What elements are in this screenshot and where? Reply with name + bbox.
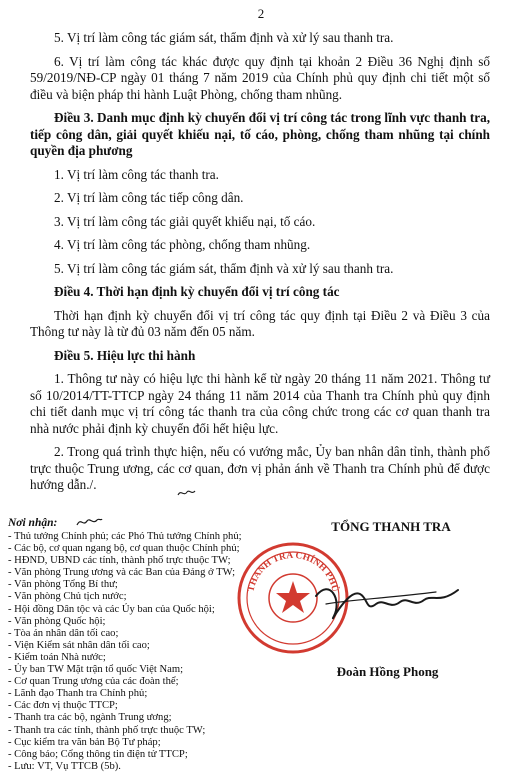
handwritten-initial-mark: [75, 515, 103, 529]
recipient-item: - Cục kiểm tra văn bản Bộ Tư pháp;: [8, 736, 161, 748]
article-3-item-2: 2. Vị trí làm công tác tiếp công dân.: [54, 190, 244, 205]
article-3-item-3: 3. Vị trí làm công tác giải quyết khiếu nại, tố cáo.: [54, 213, 316, 229]
recipient-item: - Văn phòng Chủ tịch nước;: [8, 591, 127, 603]
recipient-item: - Hội đồng Dân tộc và các Ủy ban của Quốc hội;: [8, 603, 215, 615]
article-5-item-1: 1. Thông tư này có hiệu lực thi hành kể từ ngày 20 tháng 11 năm 2021. Thông tư số 10/2014/TT-TTCP ngày 24 tháng 11 năm 2014 của Thanh tra Chính phủ quy định chi tiết danh mục vị trí công tác thanh tra của công chức trong các cơ quan thanh tra nhà nước phải định kỳ chuyển đổi hết hiệu lực.: [30, 371, 490, 436]
article-5-item-2: 2. Trong quá trình thực hiện, nếu có vướng mắc, Ủy ban nhân dân tỉnh, thành phố trực thuộc Trung ương, các cơ quan, đơn vị phản ánh về Thanh tra Chính phủ để được hướng dẫn./.: [30, 444, 490, 492]
article-3-item-1: 1. Vị trí làm công tác thanh tra.: [54, 166, 219, 182]
recipient-item: - Thanh tra các tỉnh, thành phố trực thuộc TW;: [8, 724, 206, 736]
recipient-item: - Các đơn vị thuộc TTCP;: [8, 700, 118, 712]
recipient-item: - Công báo; Cổng thông tin điện tử TTCP;: [8, 748, 188, 760]
page-number: 2: [257, 6, 265, 21]
recipient-item: - Kiểm toán Nhà nước;: [8, 651, 106, 663]
article-3-item-4: 4. Vị trí làm công tác phòng, chống tham nhũng.: [54, 237, 311, 252]
signer-name: Đoàn Hồng Phong: [336, 664, 439, 679]
recipient-item: - Thanh tra các bộ, ngành Trung ương;: [8, 712, 172, 724]
recipient-item: - Văn phòng Quốc hội;: [8, 615, 106, 627]
recipient-item: - Lãnh đạo Thanh tra Chính phủ;: [8, 688, 148, 700]
recipient-item: - Các bộ, cơ quan ngang bộ, cơ quan thuộc Chính phủ;: [8, 543, 240, 555]
recipient-item: - Viện Kiểm sát nhân dân tối cao;: [8, 639, 150, 651]
recipient-item: - Văn phòng Tổng Bí thư;: [8, 579, 118, 591]
paragraph-item-5: 5. Vị trí làm công tác giám sát, thẩm định và xử lý sau thanh tra.: [54, 30, 394, 45]
recipients-title: Nơi nhận:: [8, 517, 58, 529]
article-3-heading: Điều 3. Danh mục định kỳ chuyển đổi vị trí công tác trong lĩnh vực thanh tra, tiếp công dân, giải quyết khiếu nại, tố cáo, phòng, chống tham nhũng tại chính quyền địa phương: [30, 110, 490, 158]
paragraph-item-6: 6. Vị trí làm công tác khác được quy định tại khoản 2 Điều 36 Nghị định số 59/2019/NĐ-CP ngày 01 tháng 7 năm 2019 của Chính phủ quy định chi tiết một số điều và biện pháp thi hành Luật Phòng, chống tham nhũng.: [30, 53, 490, 102]
seal-text: THANH TRA CHÍNH PHỦ: [246, 550, 340, 593]
recipient-item: - Ủy ban TW Mặt trận tổ quốc Việt Nam;: [8, 664, 184, 676]
recipient-item: - Cơ quan Trung ương của các đoàn thể;: [8, 676, 179, 688]
document-body: [30, 30, 490, 494]
article-5-heading: Điều 5. Hiệu lực thi hành: [54, 347, 196, 363]
article-4-body: Thời hạn định kỳ chuyển đổi vị trí công tác quy định tại Điều 2 và Điều 3 của Thông tư này là từ đủ 03 năm đến 05 năm.: [30, 307, 490, 339]
handwritten-initial-mark-2: [176, 487, 196, 499]
article-3-item-5: 5. Vị trí làm công tác giám sát, thẩm định và xử lý sau thanh tra.: [54, 260, 394, 276]
recipient-item: - HĐND, UBND các tỉnh, thành phố trực thuộc TW;: [8, 555, 231, 567]
signer-title: TỔNG THANH TRA: [331, 519, 451, 534]
recipient-item: - Lưu: VT, Vụ TTCB (5b).: [8, 760, 121, 772]
recipient-item: - Thủ tướng Chính phủ; các Phó Thủ tướng Chính phủ;: [8, 531, 242, 542]
recipient-item: - Tòa án nhân dân tối cao;: [8, 627, 119, 639]
article-4-heading: Điều 4. Thời hạn định kỳ chuyển đổi vị trí công tác: [54, 284, 340, 299]
recipient-item: - Văn phòng Trung ương và các Ban của Đảng ở TW;: [8, 567, 236, 579]
handwritten-signature: [308, 560, 468, 660]
